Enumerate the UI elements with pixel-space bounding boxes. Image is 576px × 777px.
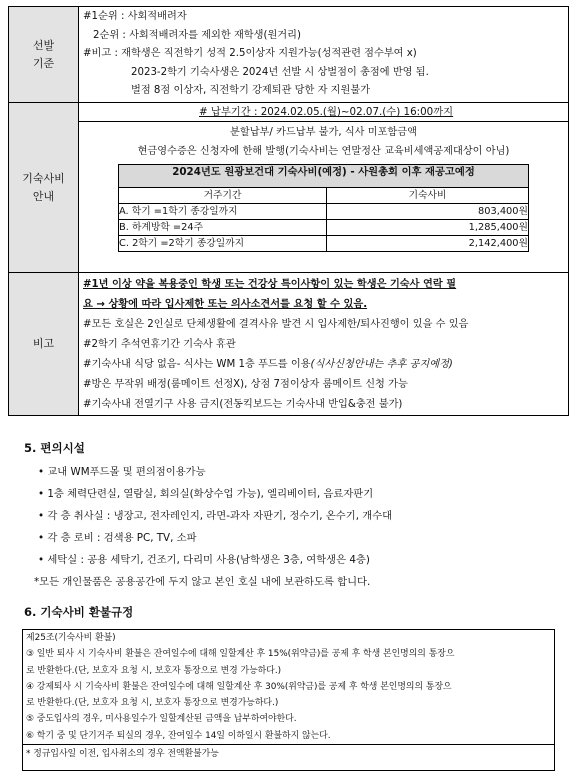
col-period: 거주기간 xyxy=(119,188,327,204)
meal-text: #기숙사내 식당 없음- 식사는 WM 1층 푸드를 이용 xyxy=(83,359,311,370)
label-line: 안내 xyxy=(32,189,55,203)
rank2-text: 2순위 : 사회적배려자를 제외한 재학생(원거리) xyxy=(93,29,301,41)
refund-line: 로 반환한다.(단, 보호자 요청 시, 보호자 통장으로 변경 가능하다.) xyxy=(26,665,282,676)
fee-row xyxy=(119,236,529,252)
facilities-note: *모든 개인물품은 공용공간에 두지 않고 본인 호실 내에 보관하도록 합니다. xyxy=(34,576,371,588)
facilities-heading: 5. 편의시설 xyxy=(24,441,85,455)
remarks-line7: #기숙사내 전열기구 사용 금지(전동킥보드는 기숙사내 반입&충전 불가) xyxy=(83,399,403,410)
selection-note3: 벌점 8점 이상자, 직전학기 강제퇴관 당한 자 지원불가 xyxy=(131,85,371,97)
refund-line: ⑥ 학기 중 및 단기거주 퇴실의 경우, 잔여일수 14일 이하일시 환불하지 않는다. xyxy=(26,730,331,741)
refund-line: ⑤ 중도입사의 경우, 미사용일수가 일할계산된 금액을 납부하여야한다. xyxy=(26,714,297,725)
fee-row xyxy=(119,220,529,236)
fee-row-period: C. 2학기 =2학기 종강일까지 xyxy=(119,236,327,252)
remarks-line3: #모든 호실은 2인실로 단체생활에 결격사유 발견 시 입사제한/퇴사진행이 있을 수 있음 xyxy=(83,319,469,330)
fee-info-content xyxy=(79,103,569,273)
remarks-line4: #2학기 추석연휴기간 기숙사 휴관 xyxy=(83,339,236,350)
remarks-line5 xyxy=(83,355,568,375)
refund-line: ③ 일반 퇴사 시 기숙사비 환불은 잔여일수에 대해 일할계산 후 15%(위약금)를 공제 후 학생 본인명의의 통장으 xyxy=(26,649,455,660)
fee-info-label xyxy=(9,103,79,273)
selection-criteria-content xyxy=(79,7,569,103)
remarks-line2: 요 → 상황에 따라 입사제한 또는 의사소견서를 요청 할 수 있음. xyxy=(83,299,368,310)
refund-line: 제25조(기숙사비 환불) xyxy=(26,633,116,643)
refund-line: 로 반환한다.(단, 보호자 요청 시, 보호자 통장으로 변경가능하다.) xyxy=(26,698,279,709)
facility-item: • 세탁실 : 공용 세탁기, 건조기, 다리미 사용(남학생은 3층, 여학생은 4층) xyxy=(38,554,370,566)
remarks-label: 비고 xyxy=(9,273,79,416)
meal-note: (식사신청안내는 추후 공지예정) xyxy=(310,359,453,370)
dormitory-info-table xyxy=(8,6,569,416)
fee-table xyxy=(118,164,529,252)
fee-row xyxy=(119,204,529,220)
payment-deadline xyxy=(79,103,568,122)
deadline-text: # 납부기간 : 2024.02.05.(월)~02.07.(수) 16:00까지 xyxy=(199,106,454,118)
fee-line2: 현금영수증은 신청자에 한해 발행(기숙사비는 연말정산 교육비세액공제대상이 아님) xyxy=(137,145,510,157)
fee-row-period: B. 하계방학 =24주 xyxy=(119,220,327,236)
label-line: 선발 xyxy=(32,38,55,52)
facility-item: • 각 층 취사실 : 냉장고, 전자레인지, 라면-과자 자판기, 정수기, 온수기, 개수대 xyxy=(38,510,393,522)
fee-row-period: A. 학기 =1학기 종강일까지 xyxy=(119,204,327,220)
fee-row-amount: 2,142,400원 xyxy=(327,236,529,252)
label-line: 기준 xyxy=(32,56,55,70)
selection-criteria-label xyxy=(9,7,79,103)
facility-item: • 교내 WM푸드몰 및 편의점이용가능 xyxy=(38,466,206,478)
facility-item: • 각 층 로비 : 검색용 PC, TV, 소파 xyxy=(38,532,197,544)
fee-table-title: 2024년도 원광보건대 기숙사비(예정) - 사원총회 이후 재공고예정 xyxy=(119,165,529,188)
fee-line1: 분할납부/ 카드납부 불가, 식사 미포함금액 xyxy=(230,127,417,138)
selection-note1: #비고 : 재학생은 직전학기 성적 2.5이상자 지원가능(성적관련 점수부여 x) xyxy=(83,48,417,60)
refund-line: ④ 강제퇴사 시 기숙사비 환불은 잔여일수에 대해 일할계산 후 30%(위약금)를 공제 후 학생 본인명의의 통장으 xyxy=(26,681,452,692)
remarks-line6: #방은 무작위 배정(룸메이트 선정X), 상점 7점이상자 룸메이트 신청 가능 xyxy=(83,379,408,390)
refund-footnote: * 정규입사일 이전, 입사취소의 경우 전액환불가능 xyxy=(23,744,554,764)
facility-item: • 1층 체력단련실, 열람실, 회의실(화상수업 가능), 엘리베이터, 음료자판기 xyxy=(38,488,374,500)
rank1-text: #1순위 : 사회적배려자 xyxy=(83,11,187,22)
fee-row-amount: 1,285,400원 xyxy=(327,220,529,236)
remarks-content xyxy=(79,273,569,416)
label-line: 기숙사비 xyxy=(22,171,65,185)
col-fee: 기숙사비 xyxy=(327,188,529,204)
refund-heading: 6. 기숙사비 환불규정 xyxy=(24,605,134,619)
selection-note2: 2023-2학기 기숙사생은 2024년 선발 시 상벌점이 총점에 반영 됨. xyxy=(131,66,429,78)
fee-row-amount: 803,400원 xyxy=(327,204,529,220)
refund-policy-box xyxy=(22,629,555,771)
remarks-line1: #1년 이상 약을 복용중인 학생 또는 건강상 특이사항이 있는 학생은 기숙사 연락 필 xyxy=(83,279,457,290)
